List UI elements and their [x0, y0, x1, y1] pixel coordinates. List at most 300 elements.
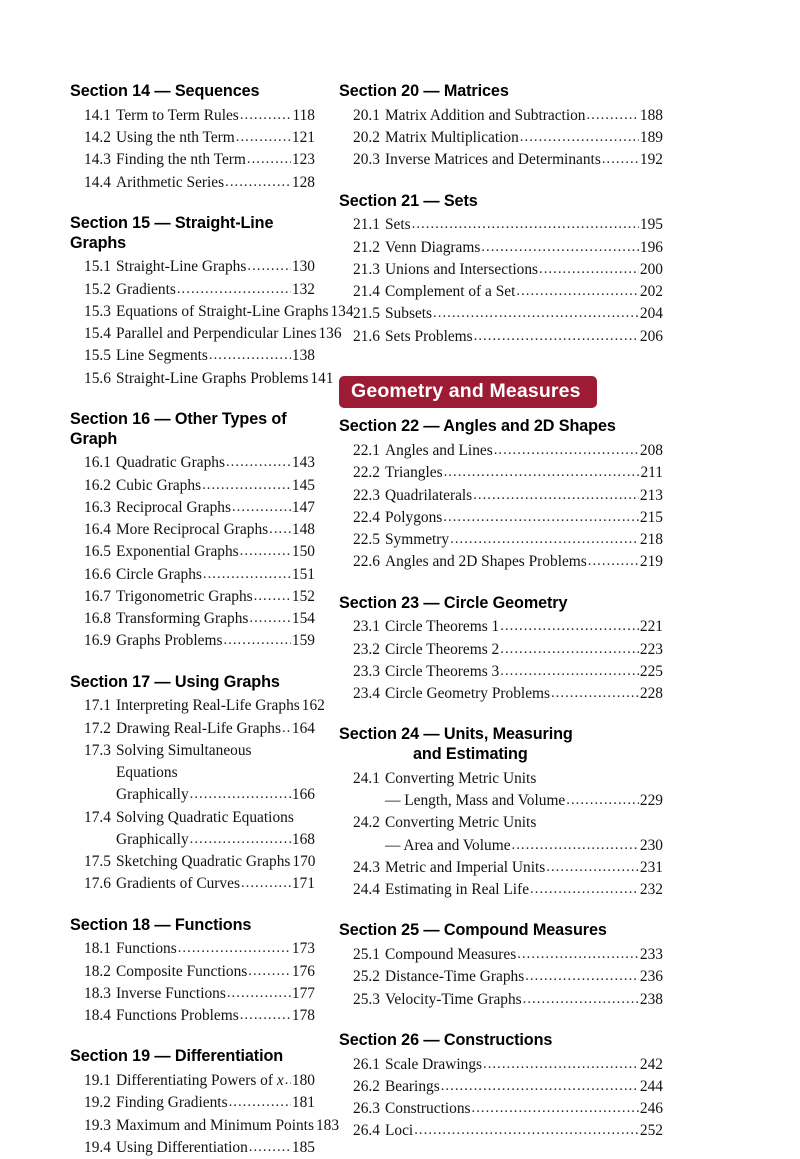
toc-section-heading-line1: Section 14 — Sequences: [70, 82, 260, 100]
toc-entry[interactable]: [70, 1092, 315, 1114]
toc-entry-body: [385, 281, 663, 303]
toc-section: [339, 725, 663, 901]
toc-dot-leader: [177, 279, 291, 300]
toc-entry-title: Transforming Graphs: [116, 610, 249, 628]
toc-entry-body: [385, 1076, 663, 1098]
toc-section-heading-line1: Section 19 — Differentiation: [70, 1047, 284, 1066]
toc-entry-row: [116, 105, 315, 127]
toc-dot-leader: [240, 105, 292, 126]
toc-entry[interactable]: [339, 237, 663, 259]
toc-entry-title: Drawing Real-Life Graphs: [116, 719, 281, 737]
toc-entry-row: [116, 1115, 340, 1137]
toc-entry[interactable]: [70, 172, 315, 194]
toc-dot-leader: [209, 345, 291, 366]
toc-entry[interactable]: [339, 879, 663, 901]
toc-entry-title: Finding the nth Term: [116, 151, 246, 169]
toc-entry-number: 14.3: [84, 151, 111, 169]
toc-entry-body: [116, 1137, 315, 1159]
toc-entry[interactable]: [339, 1098, 663, 1120]
toc-entry[interactable]: [70, 279, 315, 301]
toc-entry-page-number: 242: [639, 1055, 663, 1073]
toc-entry[interactable]: [339, 857, 663, 879]
toc-entry[interactable]: [70, 519, 315, 541]
toc-entry[interactable]: [70, 873, 315, 895]
toc-entry-number: 16.5: [84, 543, 111, 561]
toc-entry-body: [116, 983, 315, 1005]
toc-entry-body: [116, 172, 315, 194]
toc-entry-row: [385, 790, 663, 812]
toc-entry-number: 23.1: [353, 618, 380, 636]
toc-entry[interactable]: [339, 440, 663, 462]
toc-entry-title: Cubic Graphs: [116, 476, 202, 494]
toc-entry-row: [385, 1076, 663, 1098]
toc-entry-number: 26.4: [353, 1122, 380, 1140]
toc-entry-number: 17.6: [84, 875, 111, 893]
toc-entry-body: [385, 944, 663, 966]
toc-dot-leader: [500, 639, 639, 660]
toc-entry-number: 24.1: [353, 769, 380, 787]
toc-entry-page-number: 173: [291, 940, 315, 958]
toc-entry-body: [116, 807, 315, 852]
toc-section-heading-line1: Section 24 — Units, Measuring: [339, 725, 573, 744]
toc-entry-body: [385, 683, 663, 705]
toc-entry-body: [116, 301, 354, 323]
toc-entry-page-number: 150: [291, 543, 315, 561]
toc-dot-leader: [473, 485, 639, 506]
toc-entry-title: Graphically: [116, 830, 189, 848]
toc-entry-row: [116, 938, 315, 960]
toc-entry-row: [116, 564, 315, 586]
toc-entry-row: [116, 541, 315, 563]
toc-entry[interactable]: [70, 497, 315, 519]
toc-entry[interactable]: [339, 639, 663, 661]
toc-entry-row: [116, 695, 325, 717]
toc-entry-page-number: 204: [639, 305, 663, 323]
toc-entry-row: [385, 989, 663, 1011]
toc-entry-page-number: 132: [291, 280, 315, 298]
toc-entry-row: [116, 497, 315, 519]
toc-section-heading[interactable]: [70, 82, 315, 102]
toc-entry-row: [116, 1092, 315, 1114]
toc-entry-row: [116, 961, 315, 983]
toc-entry-row: [116, 851, 315, 873]
toc-entry-title: Inverse Matrices and Determinants: [385, 151, 601, 169]
toc-section-heading[interactable]: [339, 1031, 663, 1051]
toc-entry[interactable]: [70, 1005, 315, 1027]
toc-dot-leader: [249, 1137, 291, 1158]
toc-entry-page-number: 202: [639, 283, 663, 301]
toc-entry-body: [116, 740, 315, 807]
toc-entry-page-number: 188: [639, 106, 663, 124]
toc-entry-page-number: 171: [291, 875, 315, 893]
toc-entry-number: 16.9: [84, 632, 111, 650]
toc-entry[interactable]: [339, 616, 663, 638]
toc-entry-title: Estimating in Real Life: [385, 881, 530, 899]
toc-entry-number: 18.1: [84, 940, 111, 958]
toc-column-left: [0, 82, 354, 1159]
toc-entry-row: [116, 172, 315, 194]
toc-entry-page-number: 231: [639, 858, 663, 876]
toc-entry-page-number: 218: [639, 531, 663, 549]
toc-entry-page-number: 141: [310, 369, 334, 387]
toc-entry[interactable]: [339, 281, 663, 303]
toc-entry-title: Sketching Quadratic Graphs: [116, 853, 291, 871]
toc-entry-page-number: 228: [639, 685, 663, 703]
toc-dot-leader: [516, 281, 639, 302]
toc-entry[interactable]: [70, 718, 315, 740]
toc-entry[interactable]: [339, 661, 663, 683]
toc-entry-title: Unions and Intersections: [385, 260, 539, 278]
toc-entry-number: 24.2: [353, 814, 380, 832]
toc-entry[interactable]: [339, 105, 663, 127]
toc-entry-title: Complement of a Set: [385, 283, 516, 301]
toc-entry-title: Reciprocal Graphs: [116, 498, 231, 516]
toc-dot-leader: [190, 829, 291, 850]
toc-entry-row: [385, 326, 663, 348]
toc-entry[interactable]: [70, 695, 325, 717]
toc-entry[interactable]: [70, 127, 315, 149]
toc-entry-body: [116, 452, 315, 474]
toc-dot-leader: [539, 259, 639, 280]
toc-entry-body: [385, 462, 663, 484]
toc-entry-body: [385, 303, 663, 325]
toc-entry-number: 23.3: [353, 662, 380, 680]
toc-section-heading[interactable]: [70, 673, 315, 693]
toc-entry-page-number: 189: [639, 129, 663, 147]
toc-entry[interactable]: [70, 323, 342, 345]
toc-entry[interactable]: [339, 966, 663, 988]
toc-entry-number: 21.2: [353, 238, 380, 256]
toc-dot-leader: [247, 149, 291, 170]
toc-entry[interactable]: [339, 989, 663, 1011]
toc-entry[interactable]: [70, 452, 315, 474]
toc-entry-body: [385, 1120, 663, 1142]
toc-entry[interactable]: [339, 507, 663, 529]
toc-entry-page-number: 181: [291, 1094, 315, 1112]
toc-entry-page-number: 154: [291, 610, 315, 628]
toc-entry[interactable]: [339, 127, 663, 149]
toc-entry[interactable]: [339, 768, 663, 813]
toc-entry-page-number: 159: [291, 632, 315, 650]
toc-entry-page-number: 147: [291, 498, 315, 516]
toc-entry-page-number: 121: [291, 129, 315, 147]
toc-entry-page-number: 136: [318, 325, 342, 343]
toc-entry-title-line1: Solving Simultaneous Equations: [116, 741, 252, 782]
toc-entry-number: 15.5: [84, 347, 111, 365]
toc-entry-body: [385, 857, 663, 879]
toc-entry[interactable]: [70, 630, 315, 652]
toc-entry-row: [116, 630, 315, 652]
toc-entry-row: [385, 281, 663, 303]
toc-section-heading[interactable]: [339, 594, 663, 614]
toc-entry-body: [116, 127, 315, 149]
toc-dot-leader: [254, 586, 291, 607]
toc-entry[interactable]: [70, 301, 354, 323]
toc-section: [70, 410, 315, 653]
toc-entry-number: 17.5: [84, 853, 111, 871]
toc-entry[interactable]: [70, 475, 315, 497]
toc-entry[interactable]: [70, 586, 315, 608]
toc-entry-row: [116, 519, 315, 541]
toc-entry[interactable]: [70, 1137, 315, 1159]
toc-entry-body: [116, 718, 315, 740]
toc-entry-page-number: 229: [639, 792, 663, 810]
toc-entry-body: [116, 368, 334, 390]
toc-entry[interactable]: [70, 983, 315, 1005]
toc-entry-body: [385, 812, 663, 857]
toc-dot-leader: [190, 784, 291, 805]
toc-entry[interactable]: [339, 214, 663, 236]
toc-entry-number: 26.3: [353, 1100, 380, 1118]
toc-entry[interactable]: [339, 303, 663, 325]
toc-entry-page-number: 128: [291, 173, 315, 191]
toc-entry-page-number: 225: [639, 662, 663, 680]
toc-entry-body: [116, 105, 315, 127]
toc-entry[interactable]: [70, 938, 315, 960]
toc-dot-leader: [474, 326, 639, 347]
toc-section: [339, 921, 663, 1011]
toc-entry-number: 17.1: [84, 697, 111, 715]
toc-section-heading[interactable]: [70, 214, 315, 254]
toc-dot-leader: [472, 1098, 639, 1119]
toc-entry-number: 15.6: [84, 369, 111, 387]
toc-entry-title: Parallel and Perpendicular Lines: [116, 325, 317, 343]
toc-entry-body: [385, 1098, 663, 1120]
toc-entry-page-number: 178: [291, 1007, 315, 1025]
toc-entry[interactable]: [339, 149, 663, 171]
toc-entry[interactable]: [70, 851, 315, 873]
toc-entry-row: [116, 452, 315, 474]
toc-entry-row: [385, 462, 663, 484]
toc-dot-leader: [602, 149, 639, 170]
toc-dot-leader: [444, 462, 640, 483]
toc-section: [70, 213, 354, 390]
toc-entry-row: [385, 879, 663, 901]
toc-entry-row: [116, 323, 342, 345]
toc-entry-number: 15.4: [84, 325, 111, 343]
toc-dot-leader: [226, 452, 291, 473]
toc-entry-row: [385, 1120, 663, 1142]
toc-entry-title: Symmetry: [385, 531, 450, 549]
toc-entry-number: 16.7: [84, 587, 111, 605]
toc-entry-title: Metric and Imperial Units: [385, 858, 546, 876]
toc-entry-row: [385, 127, 663, 149]
toc-dot-leader: [240, 541, 291, 562]
toc-entry-page-number: 170: [292, 853, 316, 871]
toc-entry[interactable]: [70, 961, 315, 983]
toc-section: [339, 417, 663, 573]
toc-entry-row: [116, 1070, 315, 1092]
toc-entry-row: [385, 149, 663, 171]
toc-entry-title: Matrix Multiplication: [385, 129, 519, 147]
toc-entry[interactable]: [339, 1120, 663, 1142]
toc-entry-row: [116, 301, 354, 323]
toc-section-heading[interactable]: [70, 410, 315, 450]
toc-entry-number: 22.6: [353, 553, 380, 571]
toc-entry-title: Finding Gradients: [116, 1094, 228, 1112]
toc-entry-number: 16.8: [84, 610, 111, 628]
toc-entry-number: 18.3: [84, 984, 111, 1002]
toc-dot-leader: [433, 303, 639, 324]
toc-entry-title: [116, 1070, 284, 1092]
toc-entry-page-number: 252: [639, 1122, 663, 1140]
toc-section: [70, 1047, 340, 1159]
toc-entry-page-number: 233: [639, 946, 663, 964]
toc-entry-page-number: 236: [639, 968, 663, 986]
toc-entry[interactable]: [339, 529, 663, 551]
toc-dot-leader: [241, 873, 291, 894]
toc-entry-body: [385, 616, 663, 638]
toc-section-heading-line1: Section 18 — Functions: [70, 915, 252, 934]
toc-entry[interactable]: [339, 812, 663, 857]
toc-section-heading[interactable]: [339, 725, 663, 765]
toc-entry[interactable]: [70, 368, 334, 390]
toc-dot-leader: [500, 661, 639, 682]
toc-entry-row: [116, 256, 315, 278]
toc-entry-row: [385, 1098, 663, 1120]
toc-entry[interactable]: [339, 326, 663, 348]
toc-dot-leader: [483, 1054, 639, 1075]
toc-entry-number: 20.3: [353, 151, 380, 169]
toc-section-heading[interactable]: [339, 82, 663, 102]
toc-entry[interactable]: [70, 740, 315, 807]
toc-entry-title: Distance-Time Graphs: [385, 968, 525, 986]
toc-entry-title: Angles and 2D Shapes Problems: [385, 553, 587, 571]
toc-entry-title: Quadrilaterals: [385, 486, 473, 504]
toc-entry-title: Graphs Problems: [116, 632, 223, 650]
toc-dot-leader: [443, 507, 639, 528]
toc-entry-body: [385, 326, 663, 348]
toc-entry[interactable]: [339, 1076, 663, 1098]
toc-entry[interactable]: [70, 1115, 340, 1137]
toc-dot-leader: [588, 551, 639, 572]
toc-entry-title: Arithmetic Series: [116, 173, 225, 191]
toc-dot-leader: [248, 961, 291, 982]
toc-entry-page-number: 168: [291, 830, 315, 848]
toc-entry-page-number: 130: [291, 258, 315, 276]
toc-entry[interactable]: [70, 345, 315, 367]
toc-entry-number: 23.2: [353, 640, 380, 658]
toc-dot-leader: [178, 938, 291, 959]
toc-section: [70, 916, 315, 1028]
toc-entry[interactable]: [70, 1070, 315, 1092]
toc-section-heading[interactable]: [70, 1047, 315, 1067]
toc-entry-number: 22.5: [353, 531, 380, 549]
toc-entry-row: [385, 966, 663, 988]
toc-entry-row: [116, 1005, 315, 1027]
toc-dot-leader: [202, 475, 291, 496]
toc-entry-number: 22.3: [353, 486, 380, 504]
toc-entry-row: [385, 639, 663, 661]
toc-entry-body: [116, 497, 315, 519]
toc-entry-body: [385, 1054, 663, 1076]
toc-entry-body: [385, 149, 663, 171]
toc-entry-title-line1: Converting Metric Units: [385, 769, 537, 787]
toc-entry-body: [116, 323, 342, 345]
toc-section-heading[interactable]: [339, 417, 663, 437]
toc-section-heading[interactable]: [339, 921, 663, 941]
toc-entry[interactable]: [339, 551, 663, 573]
toc-entry-number: 14.1: [84, 106, 111, 124]
toc-entry-title: Functions Problems: [116, 1007, 239, 1025]
toc-entry-title: Maximum and Minimum Points: [116, 1116, 314, 1134]
toc-entry-page-number: 123: [291, 151, 315, 169]
toc-dot-leader: [249, 608, 291, 629]
toc-entry[interactable]: [70, 105, 315, 127]
toc-entry-number: 26.2: [353, 1077, 380, 1095]
toc-entry-row: [385, 661, 663, 683]
toc-entry[interactable]: [70, 256, 315, 278]
toc-entry-page-number: 177: [291, 984, 315, 1002]
toc-section-heading-line1: Section 16 — Other Types of Graph: [70, 409, 287, 448]
toc-entry-title: Straight-Line Graphs: [116, 258, 247, 276]
toc-entry-row: [385, 857, 663, 879]
toc-entry-number: 14.4: [84, 173, 111, 191]
toc-entry-body: [116, 256, 315, 278]
toc-entry-body: [116, 873, 315, 895]
toc-section-heading-line1: Section 17 — Using Graphs: [70, 672, 280, 691]
toc-entry-title: Scale Drawings: [385, 1055, 483, 1073]
toc-entry[interactable]: [70, 149, 315, 171]
toc-section-heading[interactable]: [339, 192, 663, 212]
toc-entry-number: 21.6: [353, 327, 380, 345]
toc-entry-page-number: 148: [291, 521, 315, 539]
toc-entry[interactable]: [339, 485, 663, 507]
toc-entry-body: [385, 966, 663, 988]
toc-entry-title: Gradients: [116, 280, 176, 298]
toc-entry-row: [385, 303, 663, 325]
toc-entry-number: 21.1: [353, 216, 380, 234]
toc-entry-number: 19.4: [84, 1138, 111, 1156]
toc-entry-title: Triangles: [385, 464, 443, 482]
toc-entry-page-number: 246: [639, 1100, 663, 1118]
toc-section-heading[interactable]: [70, 916, 315, 936]
toc-entry-title: Using Differentiation: [116, 1138, 248, 1156]
toc-entry-row: [385, 105, 663, 127]
toc-entry-title: Equations of Straight-Line Graphs: [116, 302, 329, 320]
toc-entry-page-number: 183: [315, 1116, 340, 1134]
toc-entry[interactable]: [339, 1054, 663, 1076]
toc-entry-body: [385, 440, 663, 462]
toc-entry-body: [116, 1070, 315, 1092]
toc-entry[interactable]: [70, 608, 315, 630]
toc-dot-leader: [412, 214, 639, 235]
toc-entry-body: [385, 127, 663, 149]
toc-entry-page-number: 232: [639, 881, 663, 899]
toc-dot-leader: [285, 1070, 291, 1091]
toc-entry[interactable]: [339, 683, 663, 705]
toc-entry[interactable]: [339, 259, 663, 281]
toc-entry[interactable]: [70, 541, 315, 563]
toc-entry[interactable]: [70, 807, 315, 852]
toc-entry[interactable]: [339, 944, 663, 966]
toc-entry-number: 16.1: [84, 454, 111, 472]
toc-section: [70, 82, 315, 194]
toc-entry[interactable]: [70, 564, 315, 586]
toc-entry-title: Graphically: [116, 786, 189, 804]
toc-dot-leader: [227, 983, 291, 1004]
toc-entry-row: [116, 784, 315, 806]
toc-entry-number: 21.3: [353, 260, 380, 278]
toc-entry-number: 17.2: [84, 719, 111, 737]
toc-entry-title: Quadratic Graphs: [116, 454, 225, 472]
toc-dot-leader: [520, 127, 639, 148]
toc-entry-title: More Reciprocal Graphs: [116, 521, 269, 539]
toc-entry-title: Compound Measures: [385, 946, 517, 964]
toc-entry-body: [385, 214, 663, 236]
toc-entry[interactable]: [339, 462, 663, 484]
toc-dot-leader: [551, 683, 639, 704]
